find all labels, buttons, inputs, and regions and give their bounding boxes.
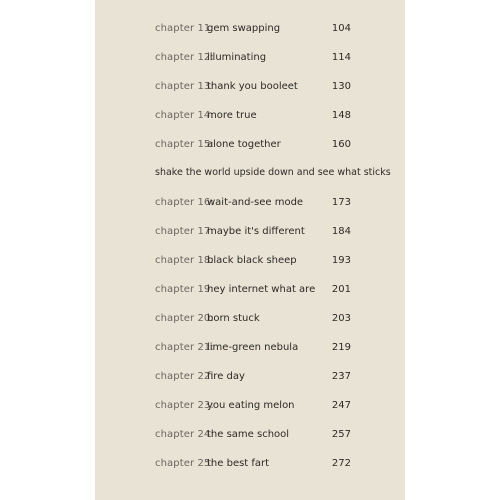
- chapter-label: chapter 19:: [155, 284, 214, 295]
- chapter-title: born stuck: [207, 313, 260, 324]
- chapter-title: the best fart: [207, 458, 270, 469]
- chapter-label: chapter 12:: [155, 52, 214, 63]
- chapter-page-number: 130: [331, 81, 351, 92]
- chapter-title: lime-green nebula: [207, 342, 299, 353]
- chapter-title: black black sheep: [207, 255, 297, 266]
- chapter-label: chapter 20:: [155, 313, 214, 324]
- chapter-label: chapter 23:: [155, 400, 214, 411]
- chapter-page-number: 184: [331, 226, 351, 237]
- chapter-label: chapter 25:: [155, 458, 214, 469]
- chapter-label: chapter 16:: [155, 197, 214, 208]
- chapter-page-number: 247: [331, 400, 351, 411]
- chapter-page-number: 257: [331, 429, 351, 440]
- chapter-page-number: 173: [331, 197, 351, 208]
- chapter-page-number: 203: [331, 313, 351, 324]
- chapter-title: maybe it's different: [207, 226, 305, 237]
- chapter-label: chapter 17:: [155, 226, 214, 237]
- chapter-title: thank you booleet: [207, 81, 298, 92]
- chapter-label: chapter 13:: [155, 81, 214, 92]
- chapter-page-number: 160: [331, 139, 351, 150]
- toc-entry: [95, 425, 405, 445]
- chapter-title: alone together: [207, 139, 281, 150]
- toc-entry: [95, 367, 405, 387]
- chapter-page-number: 193: [331, 255, 351, 266]
- book-page: [95, 0, 405, 500]
- chapter-page-number: 114: [331, 52, 351, 63]
- chapter-title: gem swapping: [207, 23, 281, 34]
- chapter-title: you eating melon: [207, 400, 295, 411]
- part-heading: shake the world upside down and see what sticks: [155, 167, 391, 178]
- chapter-page-number: 104: [331, 23, 351, 34]
- toc-entry: [95, 280, 405, 300]
- toc-entry: [95, 338, 405, 358]
- toc-entry: [95, 396, 405, 416]
- toc-entry: [95, 251, 405, 271]
- chapter-title: more true: [207, 110, 257, 121]
- toc-entry: [95, 106, 405, 126]
- chapter-label: chapter 24:: [155, 429, 214, 440]
- toc-entry: [95, 309, 405, 329]
- toc-entry: [95, 135, 405, 155]
- chapter-label: chapter 22:: [155, 371, 214, 382]
- toc-entry: [95, 77, 405, 97]
- toc-entry: [95, 48, 405, 68]
- chapter-page-number: 219: [331, 342, 351, 353]
- chapter-title: the same school: [207, 429, 290, 440]
- chapter-label: chapter 14:: [155, 110, 214, 121]
- chapter-title: hey internet what are: [207, 284, 316, 295]
- chapter-title: wait-and-see mode: [207, 197, 304, 208]
- toc-entry: [95, 454, 405, 474]
- chapter-title: illuminating: [207, 52, 267, 63]
- toc-entry: [95, 222, 405, 242]
- toc-entry: [95, 19, 405, 39]
- chapter-label: chapter 11:: [155, 23, 214, 34]
- chapter-page-number: 148: [331, 110, 351, 121]
- chapter-label: chapter 18:: [155, 255, 214, 266]
- chapter-title: fire day: [207, 371, 245, 382]
- toc-entry: [95, 193, 405, 213]
- chapter-page-number: 201: [331, 284, 351, 295]
- chapter-page-number: 272: [331, 458, 351, 469]
- chapter-page-number: 237: [331, 371, 351, 382]
- chapter-label: chapter 15:: [155, 139, 214, 150]
- chapter-label: chapter 21:: [155, 342, 214, 353]
